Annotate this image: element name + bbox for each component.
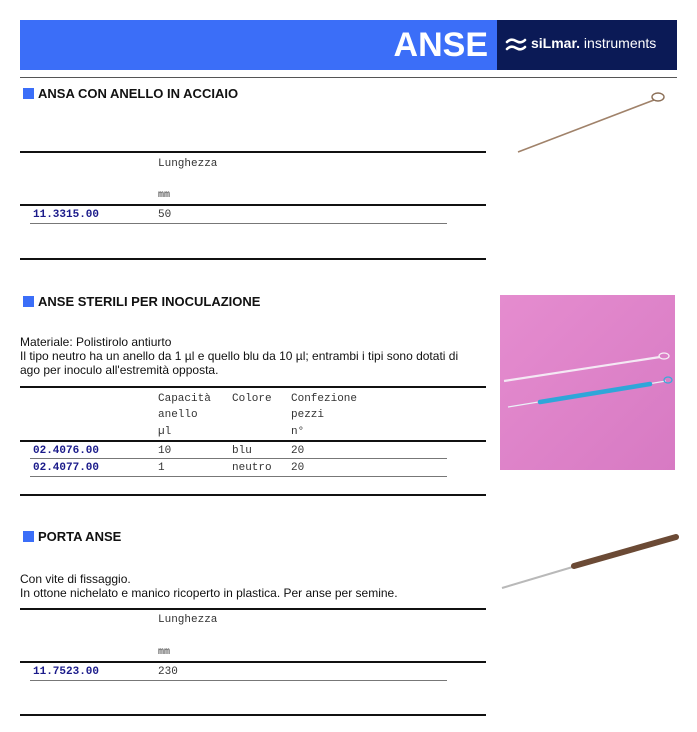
product-code: 02.4077.00	[33, 462, 100, 474]
product-code: 02.4076.00	[33, 445, 100, 457]
brand-text	[531, 35, 656, 51]
table-top-rule	[20, 151, 486, 153]
column-header-anello: anello	[158, 409, 198, 421]
value-capacita: 1	[158, 462, 165, 474]
value-confezione: 20	[291, 445, 305, 457]
section-end-rule	[20, 494, 486, 496]
value-confezione: 20	[291, 462, 305, 474]
loop-wire	[518, 100, 654, 152]
product-code: 11.3315.00	[33, 209, 100, 221]
table-top-rule	[20, 608, 486, 610]
value-colore: neutro	[232, 462, 272, 474]
page-title: ANSE	[393, 26, 488, 64]
table-row-rule	[30, 476, 447, 477]
table-header-rule	[20, 661, 486, 663]
bullet-square-icon	[23, 88, 34, 99]
section-end-rule	[20, 714, 486, 716]
column-header-colore: Colore	[232, 393, 272, 405]
holder-tip	[502, 566, 576, 588]
section-title-anse-sterili	[23, 294, 260, 309]
loop-ring	[652, 93, 664, 101]
column-header-confezione: Confezione	[291, 393, 358, 405]
brand-logo	[497, 20, 677, 70]
product-code: 11.7523.00	[33, 666, 100, 678]
header-divider	[20, 77, 677, 78]
column-unit-mm: mm	[158, 647, 171, 658]
description-line: Materiale: Polistirolo antiurto	[20, 335, 172, 349]
bullet-square-icon	[23, 296, 34, 307]
column-header-capacita: Capacità	[158, 393, 211, 405]
table-top-rule	[20, 386, 486, 388]
value-lunghezza: 50	[158, 209, 172, 221]
section-title-porta-anse	[23, 529, 121, 544]
table-header-rule	[20, 204, 486, 206]
section-title-ansa-acciaio	[23, 86, 238, 101]
section-title-text: ANSA CON ANELLO IN ACCIAIO	[38, 86, 239, 101]
silmar-logo-icon	[505, 37, 527, 53]
section-description	[20, 335, 490, 377]
table-row-rule	[30, 223, 447, 224]
description-line: In ottone nichelato e manico ricoperto in plastica. Per anse per semine.	[20, 586, 398, 600]
table-row-rule	[30, 458, 447, 459]
bullet-square-icon	[23, 531, 34, 542]
description-line: Il tipo neutro ha un anello da 1 µl e quello blu da 10 µl; entrambi i tipi sono dotati di	[20, 349, 459, 363]
product-image-ansa-acciaio	[512, 86, 672, 161]
description-line: Con vite di fissaggio.	[20, 572, 131, 586]
table-header-rule	[20, 440, 486, 442]
section-title-text: ANSE STERILI PER INOCULAZIONE	[38, 294, 261, 309]
product-image-porta-anse	[498, 528, 680, 594]
value-capacita: 10	[158, 445, 172, 457]
value-lunghezza: 230	[158, 666, 178, 678]
section-end-rule	[20, 258, 486, 260]
brand-name: siLmar.	[531, 35, 581, 51]
value-colore: blu	[232, 445, 252, 457]
section-title-text: PORTA ANSE	[38, 529, 122, 544]
description-line: ago per inoculo all'estremità opposta.	[20, 363, 219, 377]
section-description	[20, 572, 490, 600]
column-unit-mm: mm	[158, 190, 171, 201]
column-unit-ul: µl	[158, 426, 172, 438]
product-image-anse-sterili	[500, 295, 675, 470]
column-header-lunghezza: Lunghezza	[158, 158, 218, 170]
brand-suffix: instruments	[583, 35, 657, 51]
header-banner	[20, 20, 497, 70]
table-row-rule	[30, 680, 447, 681]
holder-handle	[574, 537, 676, 566]
column-header-pezzi: pezzi	[291, 409, 325, 421]
column-header-lunghezza: Lunghezza	[158, 614, 218, 626]
column-unit-n: n°	[291, 426, 305, 438]
